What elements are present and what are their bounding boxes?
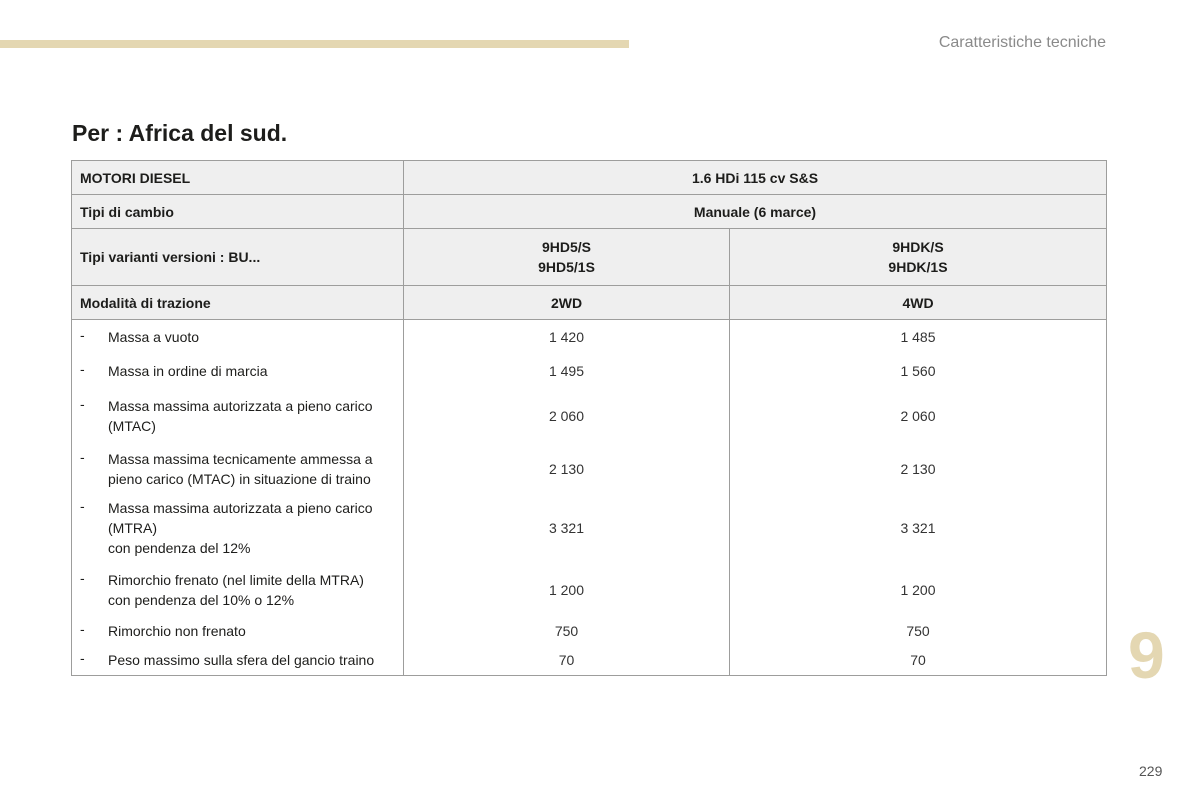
variant-code: 9HDK/1S	[888, 259, 948, 275]
row-label-text	[108, 498, 373, 558]
table-row	[72, 354, 1107, 388]
row-label-cell	[72, 617, 404, 645]
row-label	[80, 498, 395, 558]
engine-label: MOTORI DIESEL	[72, 161, 404, 195]
gearbox-row	[72, 195, 1107, 229]
value-2wd: 2 130	[404, 445, 730, 493]
row-label-cell	[72, 445, 404, 493]
value-4wd: 750	[730, 617, 1107, 645]
variant-4wd	[730, 229, 1107, 286]
value-4wd: 3 321	[730, 493, 1107, 563]
value-4wd: 1 485	[730, 320, 1107, 354]
list-bullet: -	[80, 326, 85, 343]
label-line: Massa a vuoto	[108, 328, 200, 345]
row-label	[80, 396, 395, 436]
section-title: Caratteristiche tecniche	[938, 34, 1106, 51]
row-label	[80, 621, 395, 641]
list-bullet: -	[80, 620, 85, 637]
value-2wd: 1 420	[404, 320, 730, 354]
value-2wd: 70	[404, 645, 730, 676]
page-number: 229	[1139, 763, 1163, 779]
label-line: con pendenza del 12%	[108, 539, 251, 556]
chapter-number: 9	[1128, 618, 1165, 692]
list-bullet: -	[80, 569, 85, 586]
variant-code: 9HD5/1S	[538, 259, 595, 275]
specifications-table	[71, 160, 1107, 676]
list-bullet: -	[80, 360, 85, 377]
variants-label: Tipi varianti versioni : BU...	[72, 229, 404, 286]
row-label	[80, 361, 395, 381]
table-row	[72, 445, 1107, 493]
list-bullet: -	[80, 396, 85, 412]
page-title: Per : Africa del sud.	[72, 120, 288, 146]
variants-row	[72, 229, 1107, 286]
table-row	[72, 645, 1107, 676]
row-label-cell	[72, 320, 404, 354]
label-line: Massa massima autorizzata a pieno carico	[108, 499, 373, 516]
label-line: Massa massima autorizzata a pieno carico	[108, 398, 373, 414]
label-line: con pendenza del 10% o 12%	[108, 591, 295, 608]
value-2wd: 1 495	[404, 354, 730, 388]
traction-4wd: 4WD	[730, 286, 1107, 320]
row-label	[80, 570, 395, 610]
row-label-text	[108, 621, 246, 641]
variant-2wd	[404, 229, 730, 286]
value-4wd: 70	[730, 645, 1107, 676]
row-label	[80, 327, 395, 347]
label-line: Massa in ordine di marcia	[108, 362, 268, 379]
value-2wd: 1 200	[404, 563, 730, 617]
value-4wd: 2 060	[730, 388, 1107, 445]
label-line: (MTAC)	[108, 418, 156, 434]
table-row	[72, 388, 1107, 445]
table-row	[72, 493, 1107, 563]
row-label-text	[108, 361, 268, 381]
traction-2wd: 2WD	[404, 286, 730, 320]
label-line: pieno carico (MTAC) in situazione di traino	[108, 470, 371, 487]
row-label-cell	[72, 645, 404, 676]
row-label-cell	[72, 354, 404, 388]
row-label-text	[108, 396, 373, 436]
value-2wd: 750	[404, 617, 730, 645]
label-line: Peso massimo sulla sfera del gancio traino	[108, 651, 375, 668]
table-row	[72, 617, 1107, 645]
row-label-cell	[72, 493, 404, 563]
row-label-text	[108, 327, 199, 347]
variant-code: 9HDK/S	[892, 239, 944, 255]
gearbox-value: Manuale (6 marce)	[404, 195, 1107, 229]
value-4wd: 2 130	[730, 445, 1107, 493]
row-label	[80, 650, 395, 670]
label-line: (MTRA)	[108, 519, 157, 536]
row-label-text	[108, 650, 374, 670]
list-bullet: -	[80, 497, 85, 514]
label-line: Rimorchio non frenato	[108, 622, 246, 639]
table-row	[72, 563, 1107, 617]
traction-label: Modalità di trazione	[72, 286, 404, 320]
traction-row	[72, 286, 1107, 320]
value-4wd: 1 200	[730, 563, 1107, 617]
label-line: Massa massima tecnicamente ammessa a	[108, 450, 373, 467]
row-label-cell	[72, 388, 404, 445]
row-label-text	[108, 449, 373, 489]
variant-code: 9HD5/S	[541, 239, 592, 255]
engine-value: 1.6 HDi 115 cv S&S	[404, 161, 1107, 195]
list-bullet: -	[80, 649, 85, 666]
list-bullet: -	[80, 448, 85, 465]
row-label-cell	[72, 563, 404, 617]
engine-row	[72, 161, 1107, 195]
table-row	[72, 320, 1107, 354]
row-label	[80, 449, 395, 489]
value-4wd: 1 560	[730, 354, 1107, 388]
row-label-text	[108, 570, 364, 610]
value-2wd: 3 321	[404, 493, 730, 563]
value-2wd: 2 060	[404, 388, 730, 445]
gearbox-label: Tipi di cambio	[72, 195, 404, 229]
label-line: Rimorchio frenato (nel limite della MTRA)	[108, 571, 364, 588]
header-accent-bar	[0, 40, 629, 48]
